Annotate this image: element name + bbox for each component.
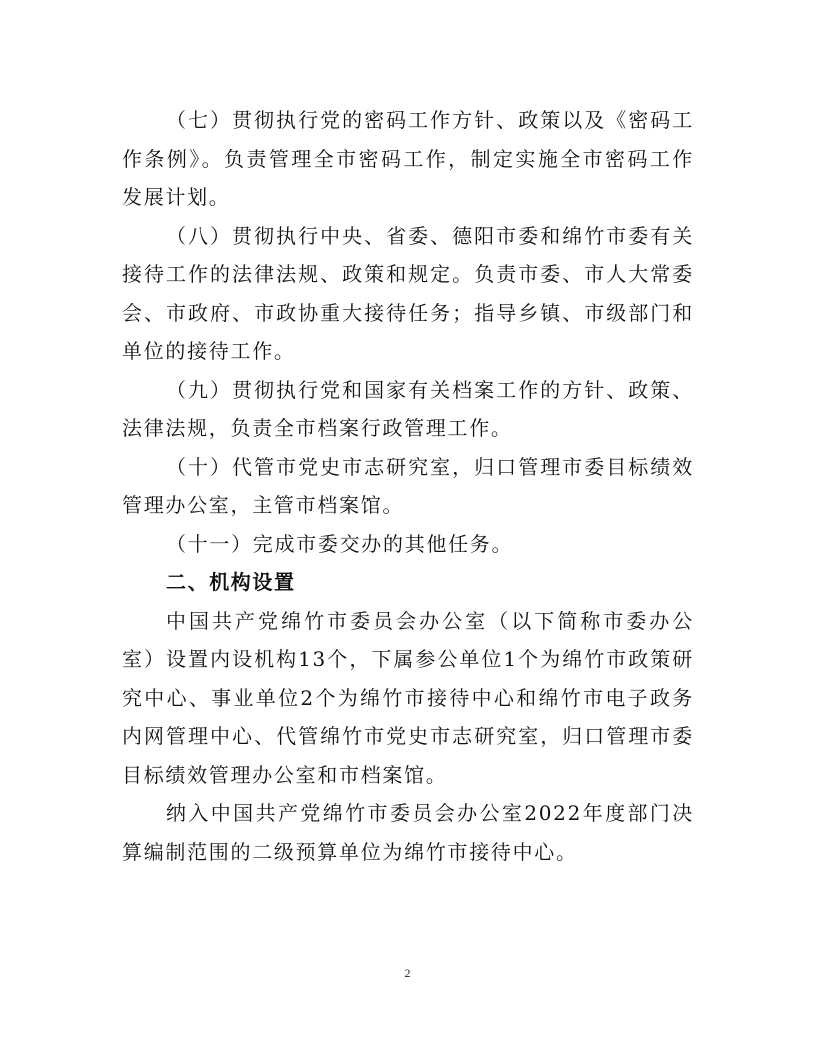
paragraph-item-11: （十一）完成市委交办的其他任务。 bbox=[166, 531, 514, 556]
paragraph-budget-scope: 纳入中国共产党绵竹市委员会办公室2022年度部门决算编制范围的二级预算单位为绵竹市接待中心。 bbox=[122, 801, 694, 864]
section-heading: 二、机构设置 bbox=[166, 570, 296, 594]
paragraph-item-10: （十）代管市党史市志研究室，归口管理市委目标绩效管理办公室，主管市档案馆。 bbox=[122, 454, 694, 517]
paragraph-item-9: （九）贯彻执行党和国家有关档案工作的方针、政策、法律法规，负责全市档案行政管理工作。 bbox=[122, 377, 694, 440]
paragraph-item-8: （八）贯彻执行中央、省委、德阳市委和绵竹市委有关接待工作的法律法规、政策和规定。负责市委、市人大常委会、市政府、市政协重大接待任务；指导乡镇、市级部门和单位的接待工作。 bbox=[122, 223, 694, 363]
document-body bbox=[122, 101, 694, 871]
page-number: 2 bbox=[404, 966, 411, 980]
paragraph-item-7: （七）贯彻执行党的密码工作方针、政策以及《密码工作条例》。负责管理全市密码工作，制定实施全市密码工作发展计划。 bbox=[122, 108, 694, 209]
paragraph-org-setup: 中国共产党绵竹市委员会办公室（以下简称市委办公室）设置内设机构13个，下属参公单位1个为绵竹市政策研究中心、事业单位2个为绵竹市接待中心和绵竹市电子政务内网管理中心、代管绵竹市党史市志研究室，归口管理市委目标绩效管理办公室和市档案馆。 bbox=[122, 608, 694, 787]
